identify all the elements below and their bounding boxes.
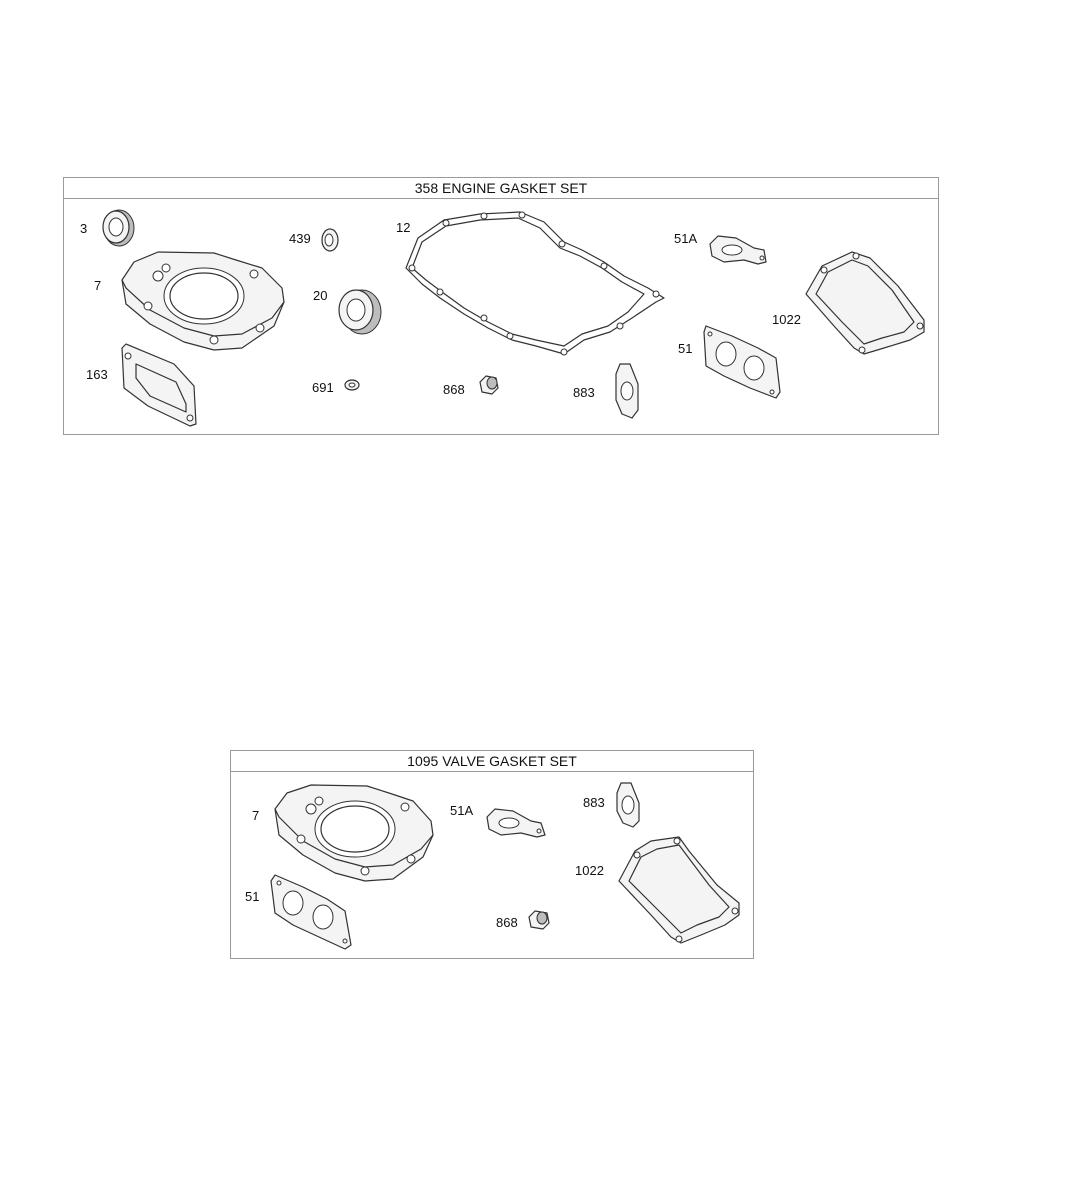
label-part-7: 7 bbox=[252, 808, 260, 823]
label-part-1022: 1022 bbox=[575, 863, 604, 878]
valve-gasket-set-panel bbox=[230, 750, 754, 959]
part-51-gasket bbox=[271, 875, 351, 949]
part-868-valve-seal bbox=[480, 376, 498, 394]
part-691-seal bbox=[345, 380, 359, 390]
label-part-51: 51 bbox=[245, 889, 260, 904]
label-part-51: 51 bbox=[678, 341, 693, 356]
part-7-head-gasket bbox=[122, 252, 284, 350]
part-883-intake-gasket bbox=[616, 364, 638, 418]
part-1022-cover-gasket bbox=[806, 252, 924, 354]
label-part-20: 20 bbox=[313, 288, 328, 303]
part-883-intake-gasket bbox=[617, 783, 639, 827]
label-part-163: 163 bbox=[86, 367, 108, 382]
part-439-washer bbox=[322, 229, 338, 251]
label-part-51A: 51A bbox=[450, 803, 474, 818]
part-51-gasket bbox=[704, 326, 780, 398]
part-20-oil-seal bbox=[339, 290, 381, 334]
valve-gasket-set-title: 1095 VALVE GASKET SET bbox=[231, 751, 753, 772]
label-part-868: 868 bbox=[496, 915, 518, 930]
label-part-883: 883 bbox=[583, 795, 605, 810]
part-51A-gasket bbox=[487, 809, 545, 837]
label-part-691: 691 bbox=[312, 380, 334, 395]
label-part-7: 7 bbox=[94, 278, 102, 293]
part-163-gasket bbox=[122, 344, 196, 426]
part-3-oil-seal bbox=[103, 210, 134, 246]
part-868-valve-seal bbox=[529, 911, 549, 929]
engine-gasket-set-drawing bbox=[64, 178, 940, 436]
label-part-868: 868 bbox=[443, 382, 465, 397]
label-part-1022: 1022 bbox=[772, 312, 801, 327]
label-part-439: 439 bbox=[289, 231, 311, 246]
part-1022-cover-gasket bbox=[619, 837, 739, 943]
label-part-3: 3 bbox=[80, 221, 88, 236]
part-51A-gasket bbox=[710, 236, 766, 264]
engine-gasket-set-panel bbox=[63, 177, 939, 435]
valve-gasket-set-drawing bbox=[231, 751, 755, 960]
label-part-12: 12 bbox=[396, 220, 411, 235]
label-part-883: 883 bbox=[573, 385, 595, 400]
label-part-51A: 51A bbox=[674, 231, 698, 246]
part-12-crankcase-gasket bbox=[406, 212, 664, 355]
engine-gasket-set-title: 358 ENGINE GASKET SET bbox=[64, 178, 938, 199]
part-7-head-gasket bbox=[275, 785, 433, 881]
